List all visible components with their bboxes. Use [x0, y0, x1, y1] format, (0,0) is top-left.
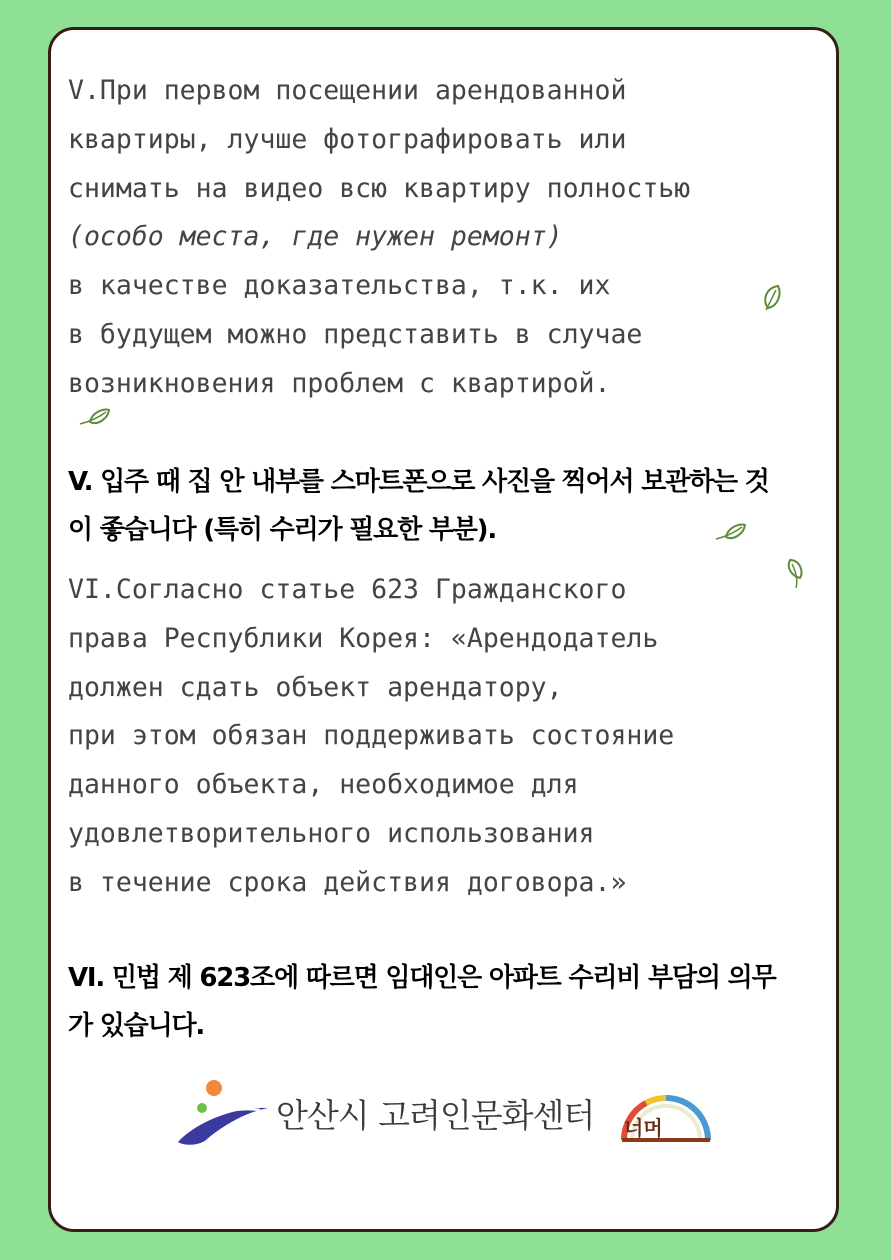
- section5-korean-text: [68, 458, 769, 554]
- leaf-icon: [76, 404, 112, 430]
- leaf-icon: [712, 519, 748, 545]
- leaf-icon: [760, 282, 786, 312]
- text-line: VI. 민법 제 623조에 따르면 임대인은 아파트 수리비 부담의 의무: [68, 963, 776, 993]
- text-line-italic: (особо места, где нужен ремонт): [68, 221, 563, 253]
- text-line: в качестве доказательства, т.к. их: [68, 270, 611, 302]
- section5-russian-text: [68, 67, 690, 409]
- org-logo: [176, 1076, 716, 1148]
- text-line: VI.Согласно статье 623 Гражданского: [68, 574, 627, 605]
- leaf-icon: [782, 556, 808, 590]
- text-line: возникновения проблем с квартирой.: [68, 367, 611, 399]
- text-line: данного объекта, необходимое для: [68, 769, 579, 801]
- text-line: в течение срока действия договора.»: [68, 866, 627, 898]
- text-line: снимать на видео всю квартиру полностью: [68, 172, 691, 204]
- text-line: V. 입주 때 집 안 내부를 스마트폰으로 사진을 찍어서 보관하는 것: [68, 467, 769, 497]
- text-line: при этом обязан поддерживать состояние: [68, 720, 675, 752]
- text-line: 가 있습니다.: [68, 1011, 205, 1041]
- text-line: удовлетворительного использования: [68, 817, 595, 849]
- text-line: V.При первом посещении арендованной: [68, 75, 627, 106]
- text-line: должен сдать объект арендатору,: [68, 671, 563, 703]
- swoosh-logo-icon: [176, 1076, 276, 1148]
- text-line: права Республики Корея: «Арендодатель: [68, 622, 659, 654]
- section6-korean-text: [68, 954, 775, 1050]
- text-line: в будущем можно представить в случае: [68, 318, 643, 350]
- text-line: квартиры, лучше фотографировать или: [68, 123, 627, 155]
- org-name: 안산시 고려인문화센터: [276, 1096, 595, 1135]
- badge-text: 너머: [624, 1116, 663, 1140]
- section6-russian-text: [68, 566, 674, 908]
- text-line: 이 좋습니다 (특히 수리가 필요한 부분).: [68, 515, 497, 545]
